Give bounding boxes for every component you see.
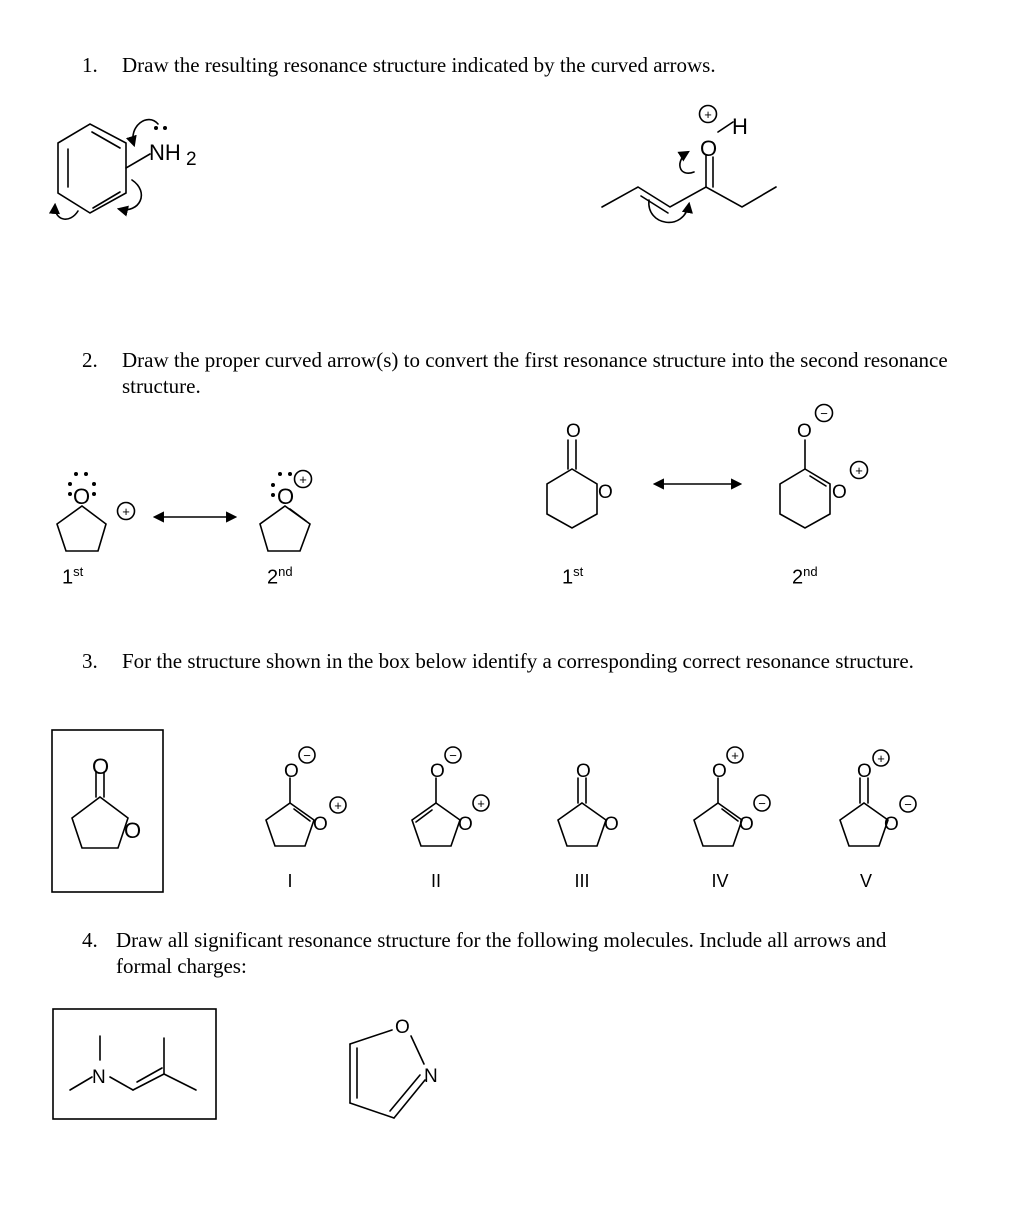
- choice-IV-label: IV: [711, 871, 729, 891]
- oxygen-label-q2-1: O: [73, 484, 91, 509]
- minus-charge-IV: −: [758, 796, 766, 811]
- plus-charge-II: +: [477, 796, 485, 811]
- choice-I-label: I: [287, 871, 293, 891]
- oxygen-carbonyl-q2-3: O: [566, 421, 581, 442]
- isoxazole-structure: [350, 1030, 425, 1118]
- minus-charge-q2-4: −: [820, 406, 828, 421]
- hydrogen-label-enone: H: [732, 114, 748, 139]
- plus-charge-V: +: [877, 751, 885, 766]
- oxygen-carbonyl-III: O: [576, 761, 591, 782]
- question-3-number: 3.: [82, 649, 98, 673]
- oxygen-ring-I: O: [313, 814, 328, 835]
- oxygen-label-enone: O: [700, 136, 718, 161]
- oxygen-ring-q2-3: O: [598, 482, 613, 503]
- plus-charge-q2-4: +: [855, 463, 863, 478]
- choice-II-structure: [412, 778, 460, 846]
- label-2nd-right: 2nd: [792, 564, 818, 589]
- choice-V-structure: [840, 778, 888, 846]
- oxygen-ring-III: O: [604, 814, 619, 835]
- oxygen-carbonyl-V: O: [857, 761, 872, 782]
- plus-charge-enone: +: [704, 107, 712, 122]
- choice-II-label: II: [430, 871, 442, 891]
- plus-charge-I: +: [334, 798, 342, 813]
- question-1-number: 1.: [82, 53, 98, 77]
- question-2-number: 2.: [82, 348, 98, 372]
- oxygen-carbonyl-q2-4: O: [797, 421, 812, 442]
- oxygen-label-q2-2: O: [277, 484, 295, 509]
- nitrogen-label-aniline: NH: [149, 140, 181, 165]
- aniline-structure: [55, 120, 158, 220]
- lactone-first: [547, 440, 597, 528]
- oxygen-carbonyl-II: O: [430, 761, 445, 782]
- minus-charge-II: −: [449, 748, 457, 763]
- lactone-second: [780, 440, 830, 528]
- oxygen-ring-box: O: [124, 818, 142, 843]
- nitrogen-label-isoxazole: N: [424, 1066, 438, 1087]
- question-1-text: Draw the resulting resonance structure indicated by the curved arrows.: [122, 53, 716, 77]
- question-2-text: Draw the proper curved arrow(s) to convert the first resonance structure into the second resonance structure.: [122, 348, 948, 398]
- question-3-text: For the structure shown in the box below identify a corresponding correct resonance structure.: [122, 649, 914, 673]
- oxygen-label-isoxazole: O: [395, 1017, 410, 1038]
- choice-I-structure: [266, 778, 314, 846]
- oxygen-ring-q2-4: O: [832, 482, 847, 503]
- nitrogen-label-enamine: N: [92, 1067, 106, 1088]
- label-1st-left: 1st: [62, 564, 84, 589]
- minus-charge-I: −: [303, 748, 311, 763]
- choice-IV-structure: [694, 778, 742, 846]
- minus-charge-V: −: [904, 797, 912, 812]
- choice-V-label: V: [859, 871, 873, 891]
- boxed-lactone: [72, 772, 128, 848]
- oxygen-carbonyl-IV: O: [712, 761, 727, 782]
- oxygen-ring-V: O: [884, 814, 899, 835]
- pyranium-first: [57, 506, 310, 551]
- question-4-number: 4.: [82, 928, 98, 952]
- amine-lone-pair: [154, 126, 167, 130]
- label-2nd-left: 2nd: [267, 564, 293, 589]
- oxygen-ring-II: O: [458, 814, 473, 835]
- oxygen-ring-IV: O: [739, 814, 754, 835]
- protonated-enone-structure: [602, 122, 776, 222]
- plus-charge-q2-2: +: [299, 472, 307, 487]
- question-4-text: Draw all significant resonance structure for the following molecules. Include all arrows and formal charges:: [116, 928, 887, 978]
- label-1st-right: 1st: [562, 564, 584, 589]
- nitrogen-subscript: 2: [186, 149, 197, 170]
- choice-III-structure: [558, 778, 606, 846]
- enamine-structure: [70, 1036, 196, 1090]
- oxygen-carbonyl-box: O: [92, 754, 110, 779]
- oxygen-carbonyl-I: O: [284, 761, 299, 782]
- plus-charge-q2-1: +: [122, 504, 130, 519]
- oxygen-lone-pairs-q2: [68, 472, 292, 497]
- choice-III-label: III: [574, 871, 590, 891]
- plus-charge-IV: +: [731, 748, 739, 763]
